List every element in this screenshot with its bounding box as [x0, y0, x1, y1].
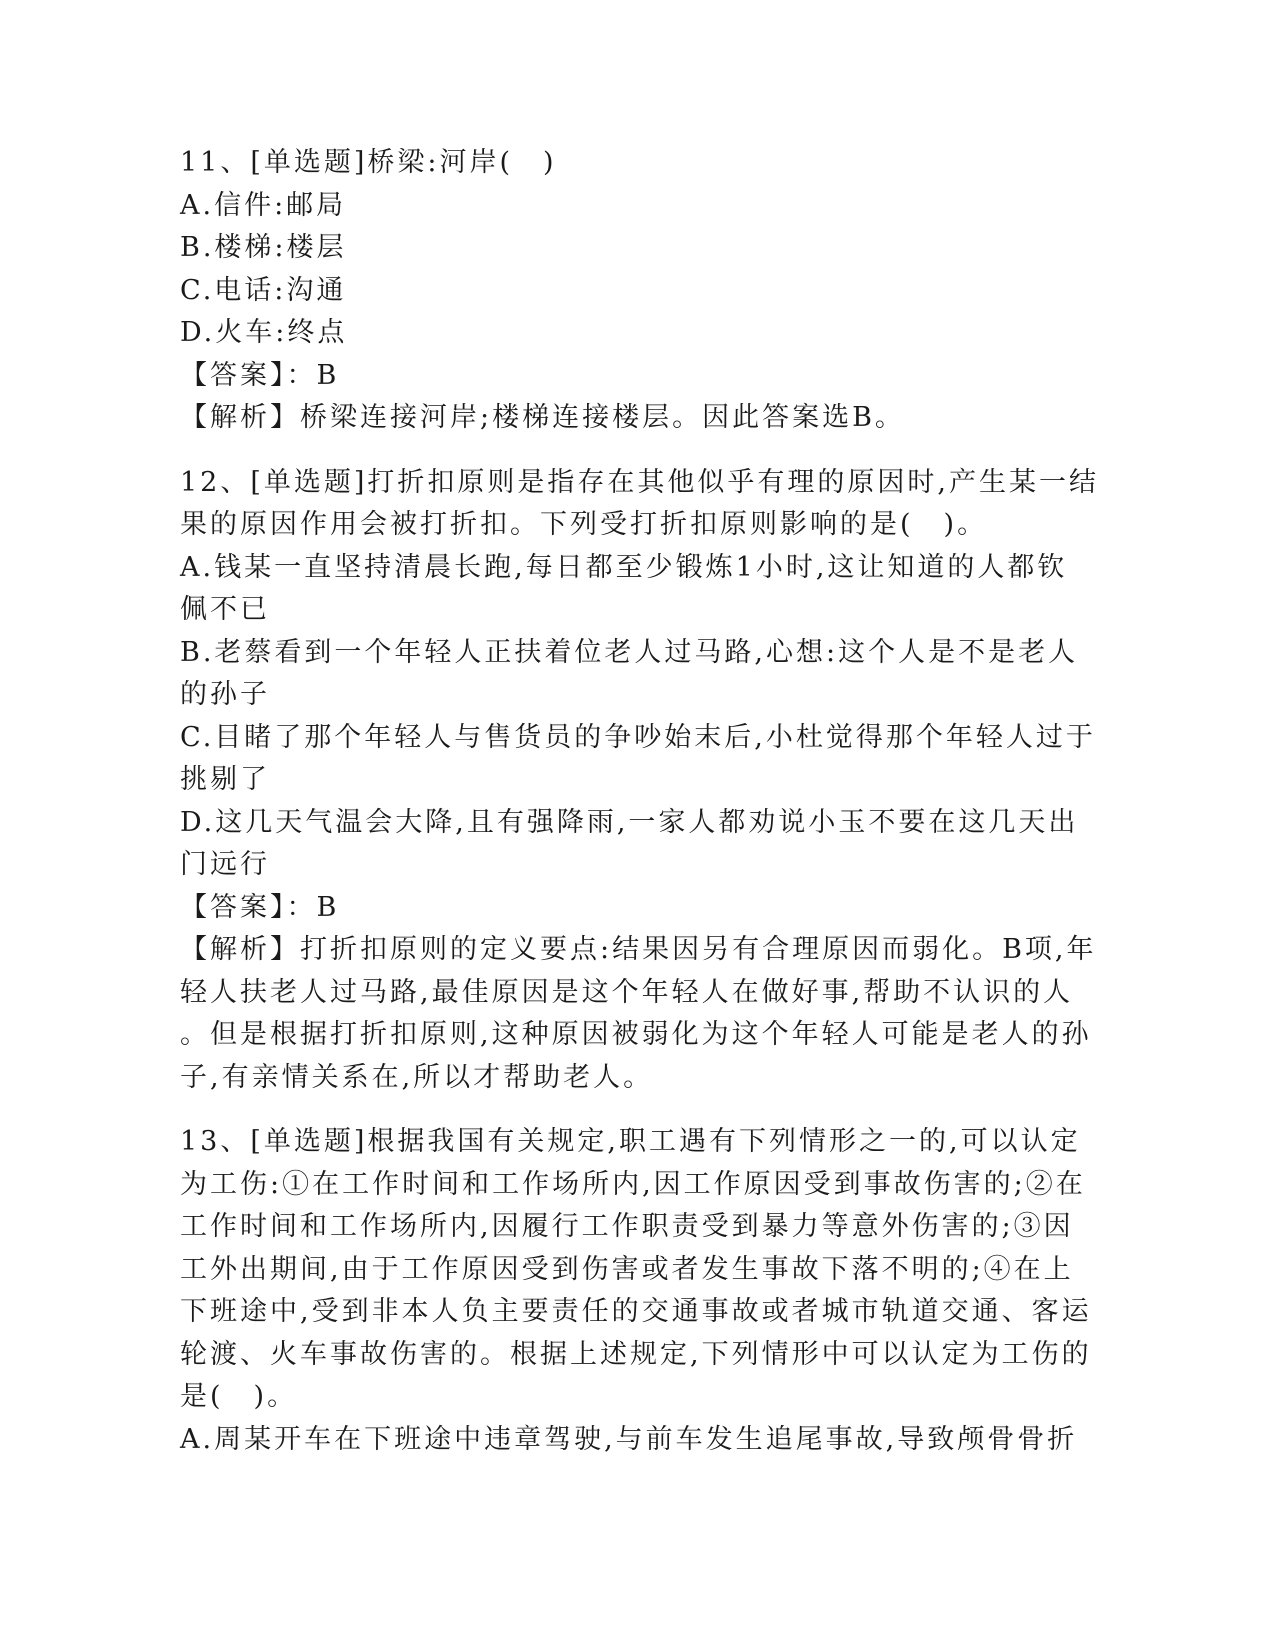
- document-page: [180, 142, 1100, 1461]
- explanation-line: 轻人扶老人过马路,最佳原因是这个年轻人在做好事,帮助不认识的人: [180, 976, 1074, 1008]
- option-b-cont: 的孙子: [180, 679, 270, 710]
- option-c: C.目睹了那个年轻人与售货员的争吵始末后,小杜觉得那个年轻人过于: [180, 721, 1096, 753]
- question-12: [180, 462, 1100, 1100]
- explanation: 【解析】桥梁连接河岸;楼梯连接楼层。因此答案选B。: [180, 402, 905, 433]
- question-13-stem-line: 轮渡、火车事故伤害的。根据上述规定,下列情形中可以认定为工伤的: [180, 1338, 1092, 1370]
- question-13-stem-line: 13、[单选题]根据我国有关规定,职工遇有下列情形之一的,可以认定: [180, 1126, 1081, 1157]
- question-11-stem: 11、[单选题]桥梁:河岸( ): [180, 147, 557, 178]
- option-a: A.钱某一直坚持清晨长跑,每日都至少锻炼1小时,这让知道的人都钦: [180, 551, 1068, 583]
- option-a: A.周某开车在下班途中违章驾驶,与前车发生追尾事故,导致颅骨骨折: [180, 1423, 1078, 1455]
- option-b: B.楼梯:楼层: [180, 232, 347, 263]
- question-11: [180, 142, 1080, 440]
- option-a: A.信件:邮局: [180, 189, 347, 221]
- explanation-line: 子,有亲情关系在,所以才帮助老人。: [180, 1061, 654, 1093]
- option-b: B.老蔡看到一个年轻人正扶着位老人过马路,心想:这个人是不是老人: [180, 636, 1079, 668]
- question-13-stem-line: 工外出期间,由于工作原因受到伤害或者发生事故下落不明的;④在上: [180, 1253, 1074, 1285]
- question-13-stem-line: 是( )。: [180, 1381, 298, 1412]
- option-a-cont: 佩不已: [180, 594, 270, 625]
- explanation-line: 【解析】打折扣原则的定义要点:结果因另有合理原因而弱化。B项,年: [180, 934, 1097, 965]
- question-12-stem-line: 果的原因作用会被打折扣。下列受打折扣原则影响的是( )。: [180, 509, 988, 540]
- option-c: C.电话:沟通: [180, 274, 347, 306]
- answer: 【答案】：B: [180, 359, 340, 391]
- option-c-cont: 挑剔了: [180, 764, 270, 795]
- answer: 【答案】：B: [180, 891, 340, 923]
- option-d-cont: 门远行: [180, 849, 270, 880]
- question-13: [180, 1121, 1092, 1461]
- explanation-line: 。但是根据打折扣原则,这种原因被弱化为这个年轻人可能是老人的孙: [180, 1019, 1092, 1050]
- question-13-stem-line: 下班途中,受到非本人负主要责任的交通事故或者城市轨道交通、客运: [180, 1296, 1092, 1327]
- question-13-stem-line: 工作时间和工作场所内,因履行工作职责受到暴力等意外伤害的;③因: [180, 1211, 1074, 1242]
- option-d: D.这几天气温会大降,且有强降雨,一家人都劝说小玉不要在这几天出: [180, 806, 1079, 838]
- option-d: D.火车:终点: [180, 317, 348, 348]
- question-12-stem-line: 12、[单选题]打折扣原则是指存在其他似乎有理的原因时,产生某一结: [180, 466, 1100, 498]
- question-13-stem-line: 为工伤:①在工作时间和工作场所内,因工作原因受到事故伤害的;②在: [180, 1168, 1086, 1200]
